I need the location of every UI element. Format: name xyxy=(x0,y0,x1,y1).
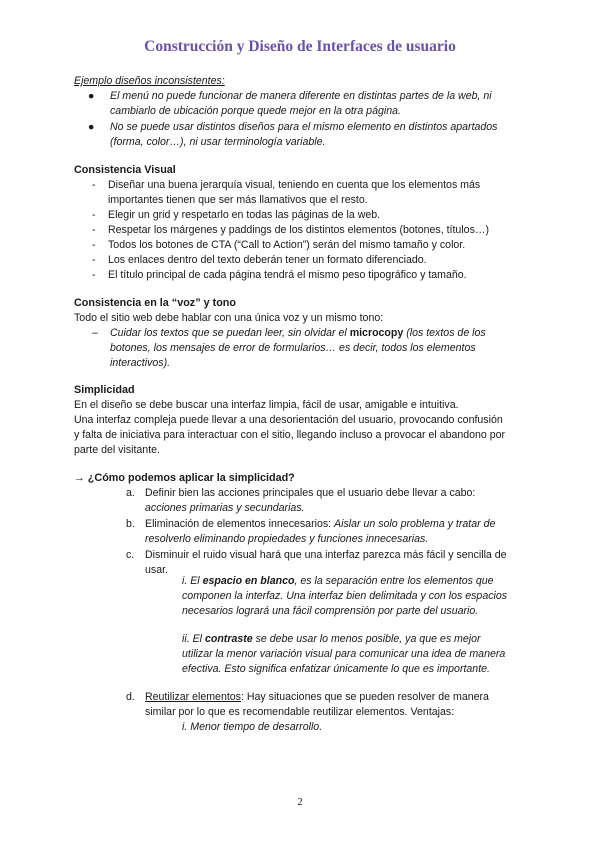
section-heading-howto: → ¿Cómo podemos aplicar la simplicidad? xyxy=(74,472,295,484)
bullet-text: El menú no puede funcionar de manera diferente en distintas partes de la web, ni xyxy=(110,90,492,102)
sub-item: i. El espacio en blanco, es la separación entre los elementos que xyxy=(182,575,494,587)
bullet-text: (forma, color…), ni usar terminología variable. xyxy=(110,136,326,148)
bullet-icon: ● xyxy=(88,90,95,102)
page-title: Construcción y Diseño de Interfaces de usuario xyxy=(144,38,456,55)
list-item: Eliminación de elementos innecesarios: Aislar un solo problema y tratar de xyxy=(145,518,496,530)
list-item-cont: acciones primarias y secundarias. xyxy=(145,502,305,514)
list-item-cont: resolverlo eliminando propiedades y funciones innecesarias. xyxy=(145,533,429,545)
list-item: Diseñar una buena jerarquía visual, teniendo en cuenta que los elementos más xyxy=(108,179,481,191)
list-item: Disminuir el ruido visual hará que una interfaz parezca más fácil y sencilla de xyxy=(145,549,507,561)
paragraph: Todo el sitio web debe hablar con una única voz y un mismo tono: xyxy=(74,312,384,324)
list-item: Definir bien las acciones principales que el usuario debe llevar a cabo: xyxy=(145,487,476,499)
sub-item: i. Menor tiempo de desarrollo. xyxy=(182,721,323,733)
list-item: Respetar los márgenes y paddings de los distintos elementos (botones, títulos…) xyxy=(108,224,489,236)
dash-bullet: - xyxy=(92,224,96,236)
bullet-text: No se puede usar distintos diseños para el mismo elemento en distintos apartados xyxy=(110,121,498,133)
list-item-cont: usar. xyxy=(145,564,168,576)
sub-item-cont: utilizar la menor variación visual para comunicar una idea de manera xyxy=(182,648,506,660)
list-marker: d. xyxy=(126,691,135,703)
bullet-text: cambiarlo de ubicación porque quede mejor en la otra página. xyxy=(110,105,401,117)
paragraph-line: parte del visitante. xyxy=(74,444,160,456)
list-item: importantes tienen que ser más llamativos que el resto. xyxy=(108,194,368,206)
section-heading-inconsistent: Ejemplo diseños inconsistentes: xyxy=(74,75,225,87)
list-item-cont: botones, los mensajes de error de formularios… es decir, todos los elementos xyxy=(110,342,476,354)
dash-bullet: – xyxy=(92,327,98,339)
list-item-cont: interactivos). xyxy=(110,357,171,369)
list-item: Reutilizar elementos: Hay situaciones que se pueden resolver de manera xyxy=(145,691,489,703)
dash-bullet: - xyxy=(92,179,96,191)
page-number: 2 xyxy=(297,797,303,808)
list-item: Todos los botones de CTA (“Call to Action”) serán del mismo tamaño y color. xyxy=(108,239,466,251)
dash-bullet: - xyxy=(92,254,96,266)
list-marker: b. xyxy=(126,518,135,530)
sub-item-cont: componen la interfaz. Una interfaz bien delimitada y con los espacios xyxy=(182,590,508,602)
sub-item: ii. El contraste se debe usar lo menos posible, ya que es mejor xyxy=(182,633,481,645)
paragraph-line: y falta de iniciativa para interactuar con el sitio, llegando incluso a provocar el abandono por xyxy=(74,429,506,441)
list-marker: c. xyxy=(126,549,135,561)
paragraph-line: En el diseño se debe buscar una interfaz limpia, fácil de usar, amigable e intuitiva. xyxy=(74,399,459,411)
section-heading-visual: Consistencia Visual xyxy=(74,164,176,176)
sub-item-cont: efectiva. Esto significa enfatizar únicamente lo que es importante. xyxy=(182,663,490,675)
dash-bullet: - xyxy=(92,209,96,221)
list-item-cont: similar por lo que es recomendable reutilizar elementos. Ventajas: xyxy=(145,706,455,718)
list-item: Los enlaces dentro del texto deberán tener un formato diferenciado. xyxy=(108,254,427,266)
list-item: Elegir un grid y respetarlo en todas las páginas de la web. xyxy=(108,209,381,221)
list-item: Cuidar los textos que se puedan leer, sin olvidar el microcopy (los textos de los xyxy=(110,327,486,339)
section-heading-voice: Consistencia en la “voz” y tono xyxy=(74,297,236,309)
list-item: El título principal de cada página tendrá el mismo peso tipográfico y tamaño. xyxy=(108,269,467,281)
paragraph-line: Una interfaz compleja puede llevar a una desorientación del usuario, provocando confusión xyxy=(74,414,503,426)
dash-bullet: - xyxy=(92,239,96,251)
list-marker: a. xyxy=(126,487,135,499)
sub-item-cont: necesarios logrará una fácil comprensión por parte del usuario. xyxy=(182,605,479,617)
bullet-icon: ● xyxy=(88,121,95,133)
section-heading-simplicity: Simplicidad xyxy=(74,384,135,396)
dash-bullet: - xyxy=(92,269,96,281)
